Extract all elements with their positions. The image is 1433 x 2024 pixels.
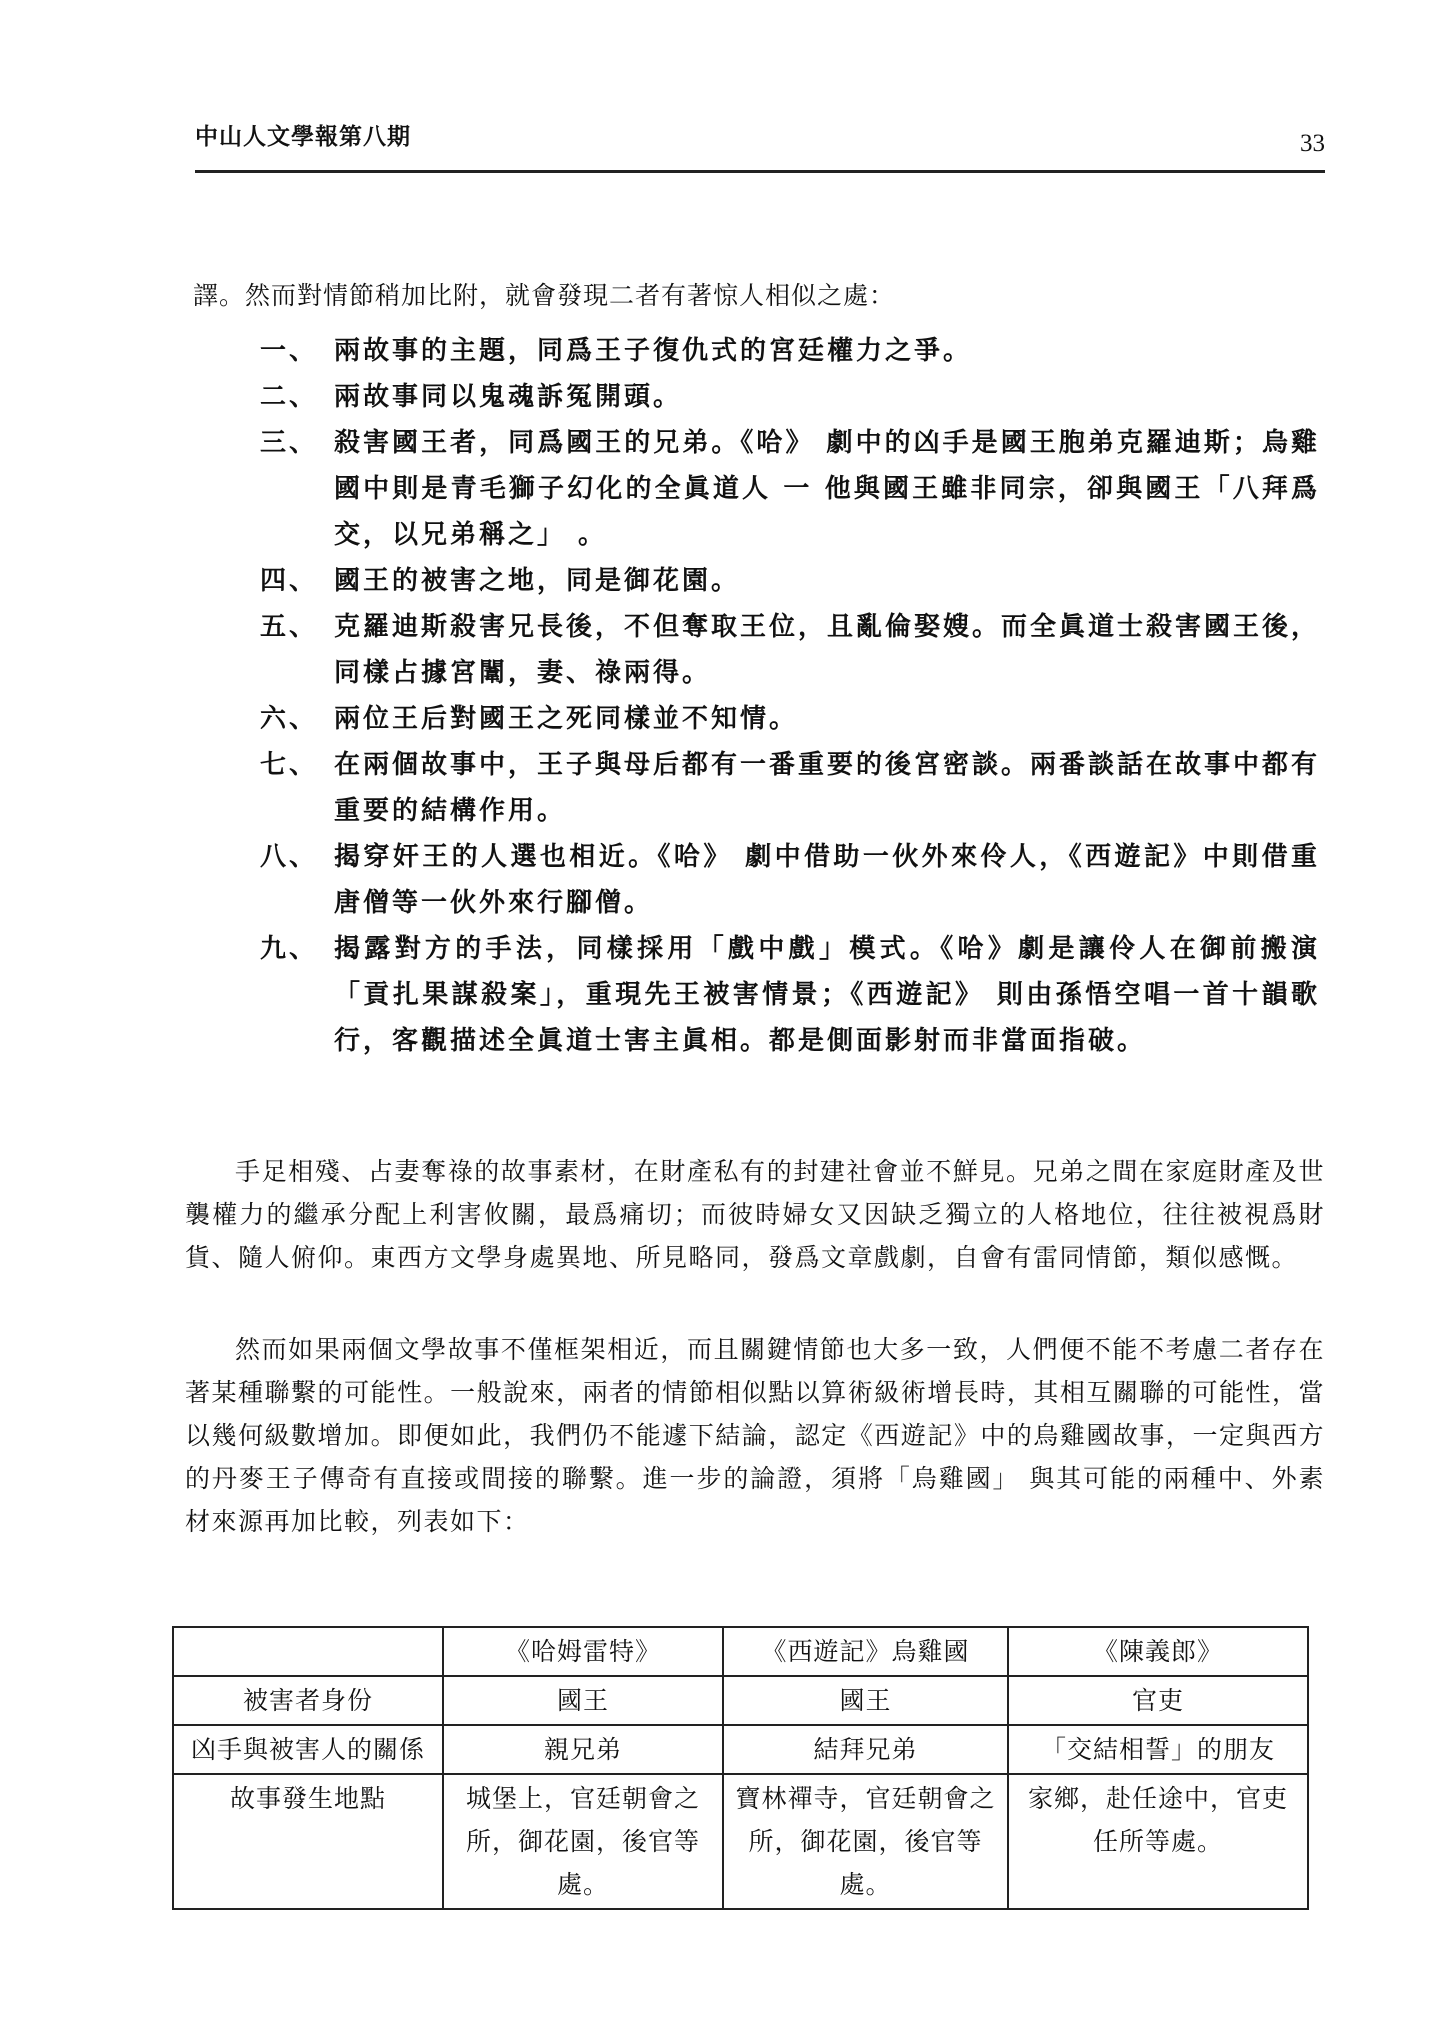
similarity-list (260, 328, 1320, 1064)
list-item-text: 克羅迪斯殺害兄長後，不但奪取王位，且亂倫娶嫂。而全眞道士殺害國王後，同樣占據宮闈，妻、祿兩得。 (334, 612, 1321, 688)
table-header-cell: 《哈姆雷特》 (443, 1627, 723, 1676)
body-paragraph: 手足相殘、占妻奪祿的故事素材，在財產私有的封建社會並不鮮見。兄弟之間在家庭財產及世襲權力的繼承分配上利害攸關，最爲痛切；而彼時婦女又因缺乏獨立的人格地位，往往被視爲財貨、隨人俯仰。東西方文學身處異地、所見略同，發爲文章戲劇，自會有雷同情節，類似感慨。 (185, 1157, 1325, 1272)
table-cell: 結拜兄弟 (723, 1725, 1008, 1774)
list-item (260, 558, 1320, 604)
list-item-text: 在兩個故事中，王子與母后都有一番重要的後宮密談。兩番談話在故事中都有重要的結構作用。 (334, 750, 1321, 826)
list-item-text: 揭露對方的手法，同樣採用「戲中戲」模式。《哈》劇是讓伶人在御前搬演「貢扎果謀殺案」，重現先王被害情景；《西遊記》 則由孫悟空唱一首十韻歌行，客觀描述全眞道士害主眞相。都是側面影射而非當面指破。 (334, 934, 1320, 1056)
list-item-text: 兩故事的主題，同爲王子復仇式的宮廷權力之爭。 (334, 336, 973, 366)
list-item-number: 三、 (260, 428, 319, 458)
journal-title: 中山人文學報第八期 (195, 124, 411, 150)
intro-line: 譯。然而對情節稍加比附，就會發現二者有著惊人相似之處： (193, 281, 896, 310)
list-item-text: 兩位王后對國王之死同樣並不知情。 (334, 704, 799, 734)
table-row (173, 1774, 1308, 1909)
table-cell: 寶林禪寺，官廷朝會之所，御花園，後官等處。 (723, 1774, 1008, 1909)
table-cell: 凶手與被害人的關係 (173, 1725, 443, 1774)
list-item (260, 604, 1320, 696)
list-item (260, 328, 1320, 374)
table-cell: 國王 (723, 1676, 1008, 1725)
running-header (195, 110, 1325, 173)
list-item-number: 八、 (260, 842, 319, 872)
list-item-number: 四、 (260, 566, 319, 596)
table-row (173, 1725, 1308, 1774)
list-item (260, 374, 1320, 420)
page-number: 33 (1300, 130, 1325, 157)
list-item (260, 926, 1320, 1064)
table-cell: 親兄弟 (443, 1725, 723, 1774)
list-item-text: 揭穿奸王的人選也相近。《哈》 劇中借助一伙外來伶人，《西遊記》中則借重唐僧等一伙外來行腳僧。 (334, 842, 1320, 918)
list-item-number: 六、 (260, 704, 319, 734)
body-paragraph: 然而如果兩個文學故事不僅框架相近，而且關鍵情節也大多一致，人們便不能不考慮二者存在著某種聯繫的可能性。一般說來，兩者的情節相似點以算術級術增長時，其相互關聯的可能性，當以幾何級數增加。即便如此，我們仍不能遽下結論，認定《西遊記》中的烏雞國故事，一定與西方的丹麥王子傳奇有直接或間接的聯繫。進一步的論證，須將「烏雞國」 與其可能的兩種中、外素材來源再加比較，列表如下： (185, 1335, 1325, 1536)
list-item-number: 一、 (260, 336, 319, 366)
list-item-text: 國王的被害之地，同是御花園。 (334, 566, 741, 596)
list-item-text: 兩故事同以鬼魂訴冤開頭。 (334, 382, 683, 412)
table-cell: 官吏 (1008, 1676, 1308, 1725)
list-item (260, 742, 1320, 834)
table-row (173, 1676, 1308, 1725)
table-cell: 故事發生地點 (173, 1774, 443, 1909)
table-cell: 「交結相誓」的朋友 (1008, 1725, 1308, 1774)
table-cell: 家鄉，赴任途中，官吏任所等處。 (1008, 1774, 1308, 1909)
table-header-cell: 《陳義郎》 (1008, 1627, 1308, 1676)
table-header-row (173, 1627, 1308, 1676)
list-item-number: 七、 (260, 750, 319, 780)
table-cell: 國王 (443, 1676, 723, 1725)
list-item (260, 834, 1320, 926)
table-header-cell (173, 1627, 443, 1676)
table-cell: 被害者身份 (173, 1676, 443, 1725)
table-header-cell: 《西遊記》烏雞國 (723, 1627, 1008, 1676)
list-item (260, 420, 1320, 558)
comparison-table (172, 1626, 1309, 1910)
list-item-number: 二、 (260, 382, 319, 412)
list-item-number: 五、 (260, 612, 319, 642)
table-cell: 城堡上，官廷朝會之所，御花園，後官等處。 (443, 1774, 723, 1909)
list-item-number: 九、 (260, 934, 319, 964)
list-item-text: 殺害國王者，同爲國王的兄弟。《哈》 劇中的凶手是國王胞弟克羅迪斯；烏雞國中則是青毛獅子幻化的全眞道人 一 他與國王雖非同宗，卻與國王「八拜爲交，以兄弟稱之」 。 (334, 428, 1320, 550)
list-item (260, 696, 1320, 742)
